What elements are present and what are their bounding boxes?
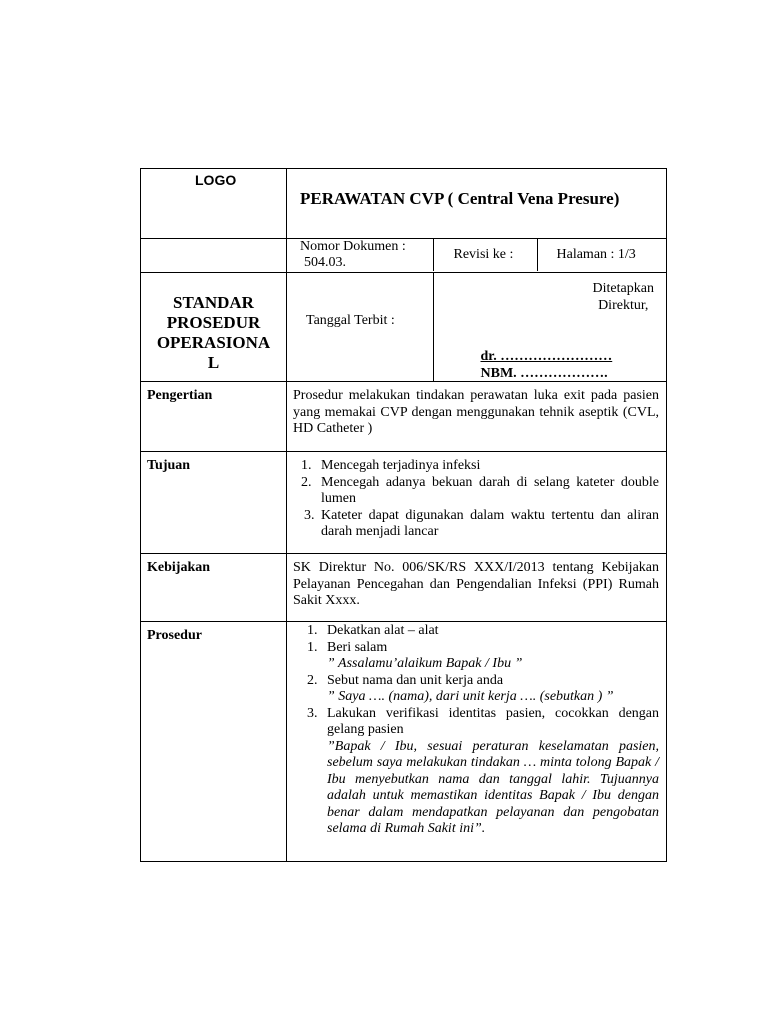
- nbm: NBM. ……………….: [480, 366, 608, 381]
- list-item: 1. Beri salam ” Assalamu’alaikum Bapak / Ibu ”: [307, 639, 523, 671]
- logo-cell-continuation: [141, 239, 287, 273]
- signature-block: [433, 273, 768, 381]
- tanggal-terbit: Tanggal Terbit :: [287, 273, 433, 381]
- tujuan-list: [287, 452, 667, 554]
- signatory: [481, 348, 613, 382]
- list-item: 3. Lakukan verifikasi identitas pasien, cocokkan dengan gelang pasien ”Bapak / Ibu, sesuai peraturan keselamatan pasien, sebelum saya melakukan tindakan … minta tolong Bapak / Ibu menyebutkan nama dan tanggal lahir. Tujuannya adalah untuk memastikan identitas Bapak / Ibu dengan benar dalam mendapatkan pelayanan dan pengobatan selama di Rumah Sakit ini”.: [307, 705, 659, 836]
- kebijakan-label: Kebijakan: [141, 554, 287, 622]
- prosedur-list: [287, 622, 667, 862]
- document-meta: [287, 239, 667, 273]
- prosedur-label: Prosedur: [141, 622, 287, 862]
- document-title: PERAWATAN CVP ( Central Vena Presure): [287, 169, 667, 239]
- nomor-value: 504.03.: [304, 255, 346, 270]
- sop-document: [140, 168, 666, 860]
- dr-name: dr. ……………………: [480, 349, 613, 364]
- list-item: 1. Mencegah terjadinya infeksi: [301, 458, 481, 473]
- direktur: Direktur,: [598, 297, 649, 313]
- nomor-label: Nomor Dokumen :: [300, 239, 406, 254]
- pengertian-label: Pengertian: [141, 382, 287, 452]
- list-item: 2. Mencegah adanya bekuan darah di selang kateter double lumen: [301, 474, 659, 506]
- logo: LOGO: [141, 169, 287, 239]
- list-item: 3. Kateter dapat digunakan dalam waktu tertentu dan aliran darah menjadi lancar: [304, 507, 659, 539]
- revisi: Revisi ke :: [433, 239, 537, 271]
- terbit-row: [287, 273, 667, 382]
- sop-table: [140, 168, 667, 862]
- nomor-dokumen: [287, 239, 433, 271]
- kebijakan-text: SK Direktur No. 006/SK/RS XXX/I/2013 tentang Kebijakan Pelayanan Pencegahan dan Pengendalian Infeksi (PPI) Rumah Sakit Xxxx.: [287, 554, 667, 622]
- halaman: Halaman : 1/3: [556, 246, 636, 262]
- list-item: 1. Dekatkan alat – alat: [307, 623, 439, 638]
- tujuan-label: Tujuan: [141, 452, 287, 554]
- list-item: 2. Sebut nama dan unit kerja anda ” Saya …. (nama), dari unit kerja …. (sebutkan ) ”: [307, 672, 614, 704]
- sop-label: STANDAR PROSEDUR OPERASIONA L: [141, 273, 287, 382]
- ditetapkan: Ditetapkan: [592, 281, 654, 296]
- pengertian-text: Prosedur melakukan tindakan perawatan luka exit pada pasien yang memakai CVP dengan menggunakan tehnik aseptik (CVL, HD Catheter ): [287, 382, 667, 452]
